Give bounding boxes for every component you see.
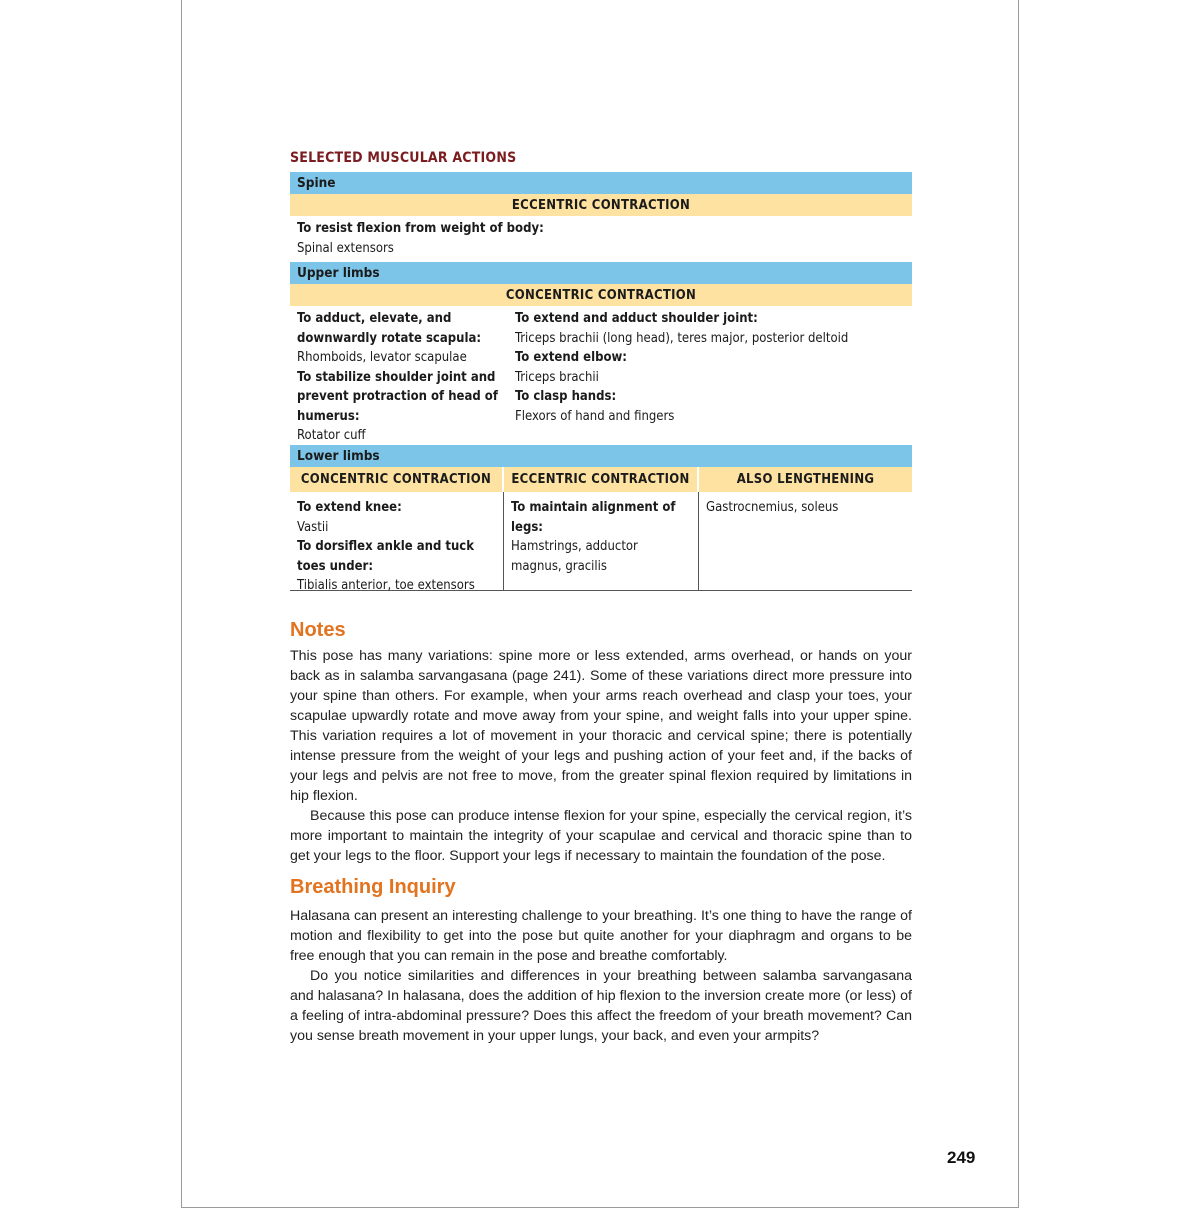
lengthening-header: ALSO LENGTHENING [699, 467, 912, 492]
page-number: 249 [947, 1148, 976, 1167]
concentric-header: CONCENTRIC CONTRACTION [290, 467, 502, 492]
upper-action: To adduct, elevate, and downwardly rotate scapula: [297, 311, 482, 346]
spine-contraction-header: ECCENTRIC CONTRACTION [290, 194, 912, 216]
lengthening-column [698, 492, 912, 590]
upper-action: To extend elbow: [515, 350, 627, 365]
table-title: SELECTED MUSCULAR ACTIONS [290, 150, 517, 166]
breathing-section [290, 906, 912, 1046]
upper-action: To extend and adduct shoulder joint: [515, 311, 758, 326]
page-content [290, 146, 912, 1046]
concentric-column [290, 492, 503, 593]
upper-muscles: Flexors of hand and fingers [515, 408, 675, 424]
breathing-paragraph: Do you notice similarities and differences in your breathing between salamba sarvangasana and halasana? In halasana, does the addition of hip flexion to the inversion create more (or less) of a feeling of intra-abdominal pressure? Does this affect the freedom of your breath movement? Can you sense breath movement in your upper lungs, your back, and even your armpits? [290, 968, 912, 1044]
upper-left-column [297, 309, 509, 445]
lower-limbs-cells [290, 492, 912, 591]
lengthening-muscles: Gastrocnemius, soleus [706, 500, 839, 515]
spine-muscles: Spinal extensors [297, 240, 394, 256]
upper-right-column [515, 309, 905, 445]
lower-muscles: Vastii [297, 519, 329, 535]
lower-action: To extend knee: [297, 500, 402, 515]
spine-band: Spine [290, 172, 912, 194]
lower-action: To dorsiflex ankle and tuck toes under: [297, 539, 475, 574]
upper-action: To stabilize shoulder joint and prevent protraction of head of humerus: [297, 369, 498, 424]
upper-muscles: Triceps brachii (long head), teres major, posterior deltoid [515, 330, 849, 346]
breathing-heading: Breathing Inquiry [290, 876, 456, 898]
lower-limbs-headers [290, 467, 912, 492]
lower-limbs-band: Lower limbs [290, 445, 912, 467]
notes-paragraph: This pose has many variations: spine more or less extended, arms overhead, or hands on your back as in salamba sarvangasana (page 241). Some of these variations direct more pressure into your spine than others. For example, when your arms reach overhead and clasp your toes, your scapulae upwardly rotate and move away from your spine, and weight falls into your upper spine. This variation requires a lot of movement in your thoracic and cervical spine; there is potentially intense pressure from the weight of your legs and pushing action of your feet and, if the backs of your legs and pelvis are not free to move, from the greater spinal flexion required by limitations in hip flexion. [290, 648, 912, 804]
breathing-paragraph: Halasana can present an interesting challenge to your breathing. It’s one thing to have the range of motion and flexibility to get into the pose but quite another for your diaphragm and organs to be free enough that you can remain in the pose and breathe comfortably. [290, 908, 912, 964]
eccentric-column [503, 492, 698, 590]
lower-muscles: Hamstrings, adductor magnus, gracilis [511, 539, 638, 574]
notes-heading: Notes [290, 619, 346, 641]
spine-action: To resist flexion from weight of body: [297, 221, 544, 236]
muscular-actions-table [290, 172, 912, 591]
upper-muscles: Rotator cuff [297, 428, 366, 443]
eccentric-header: ECCENTRIC CONTRACTION [504, 467, 697, 492]
spine-cell [290, 216, 912, 262]
notes-paragraph: Because this pose can produce intense flexion for your spine, especially the cervical region, it’s more important to maintain the integrity of your scapulae and cervical and thoracic spine than to get your legs to the floor. Support your legs if necessary to maintain the foundation of the pose. [290, 808, 912, 864]
upper-action: To clasp hands: [515, 389, 617, 404]
upper-limbs-cell [290, 306, 912, 445]
lower-action: To maintain alignment of legs: [511, 500, 676, 535]
lower-muscles: Tibialis anterior, toe extensors [297, 578, 475, 593]
upper-muscles: Rhomboids, levator scapulae [297, 350, 467, 365]
upper-limbs-band: Upper limbs [290, 262, 912, 284]
upper-muscles: Triceps brachii [515, 369, 599, 385]
upper-contraction-header: CONCENTRIC CONTRACTION [290, 284, 912, 306]
notes-section [290, 646, 912, 866]
